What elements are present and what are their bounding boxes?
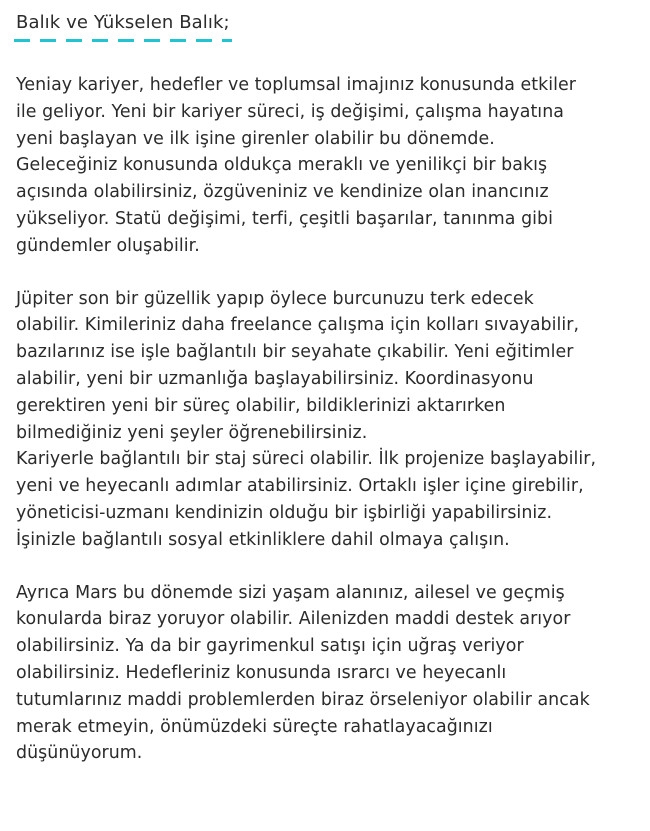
- text-line: yükseliyor. Statü değişimi, terfi, çeşitli başarılar, tanınma gibi: [16, 208, 554, 229]
- text-line: Ayrıca Mars bu dönemde sizi yaşam alanınız, ailesel ve geçmiş: [16, 582, 565, 603]
- text-line: düşünüyorum.: [16, 743, 143, 764]
- dashed-underline: [14, 39, 232, 42]
- text-line: alabilir, yeni bir uzmanlığa başlayabilirsiniz. Koordinasyonu: [16, 368, 534, 389]
- text-line: yeni başlayan ve ilk işine girenler olabilir bu dönemde.: [16, 128, 495, 149]
- text-line: Jüpiter son bir güzellik yapıp öylece burcunuzu terk edecek: [16, 288, 534, 309]
- text-line: Yeniay kariyer, hedefler ve toplumsal imajınız konusunda etkiler: [16, 75, 576, 95]
- paragraph-2: [16, 286, 642, 447]
- text-line: bilmediğiniz yeni şeyler öğrenebilirsiniz.: [16, 422, 368, 443]
- text-line: İşinizle bağlantılı sosyal etkinliklere dahil olmaya çalışın.: [16, 529, 510, 550]
- text-line: açısında olabilirsiniz, özgüveniniz ve kendinize olan inancınız: [16, 182, 549, 203]
- document: [16, 10, 642, 767]
- title-block: [16, 10, 230, 42]
- text-line: tutumlarınız maddi problemlerden biraz örseleniyor olabilir ancak: [16, 689, 590, 710]
- text-line: Geleceğiniz konusunda oldukça meraklı ve yenilikçi bir bakış: [16, 155, 548, 176]
- text-line: konularda biraz yoruyor olabilir. Ailenizden maddi destek arıyor: [16, 609, 571, 630]
- text-line: yöneticisi-uzmanı kendinizin olduğu bir işbirliği yapabilirsiniz.: [16, 502, 553, 523]
- text-line: Kariyerle bağlantılı bir staj süreci olabilir. İlk projenize başlayabilir,: [16, 449, 597, 470]
- text-line: gerektiren yeni bir süreç olabilir, bildiklerinizi aktarırken: [16, 395, 506, 416]
- paragraph-3: [16, 446, 642, 553]
- paragraph-4: [16, 580, 642, 768]
- text-line: ile geliyor. Yeni bir kariyer süreci, iş değişimi, çalışma hayatına: [16, 101, 564, 122]
- text-line: olabilirsiniz. Hedefleriniz konusunda ısrarcı ve heyecanlı: [16, 662, 507, 683]
- text-line: bazılarınız ise işle bağlantılı bir seyahate çıkabilir. Yeni eğitimler: [16, 342, 574, 363]
- paragraph-1: [16, 72, 642, 260]
- page-title: Balık ve Yükselen Balık;: [16, 12, 230, 33]
- text-line: gündemler oluşabilir.: [16, 235, 200, 256]
- text-line: yeni ve heyecanlı adımlar atabilirsiniz. Ortaklı işler içine girebilir,: [16, 476, 584, 497]
- text-line: merak etmeyin, önümüzdeki süreçte rahatlayacağınızı: [16, 716, 493, 737]
- text-line: olabilir. Kimileriniz daha freelance çalışma için kolları sıvayabilir,: [16, 315, 580, 336]
- text-line: olabilirsiniz. Ya da bir gayrimenkul satışı için uğraş veriyor: [16, 636, 524, 657]
